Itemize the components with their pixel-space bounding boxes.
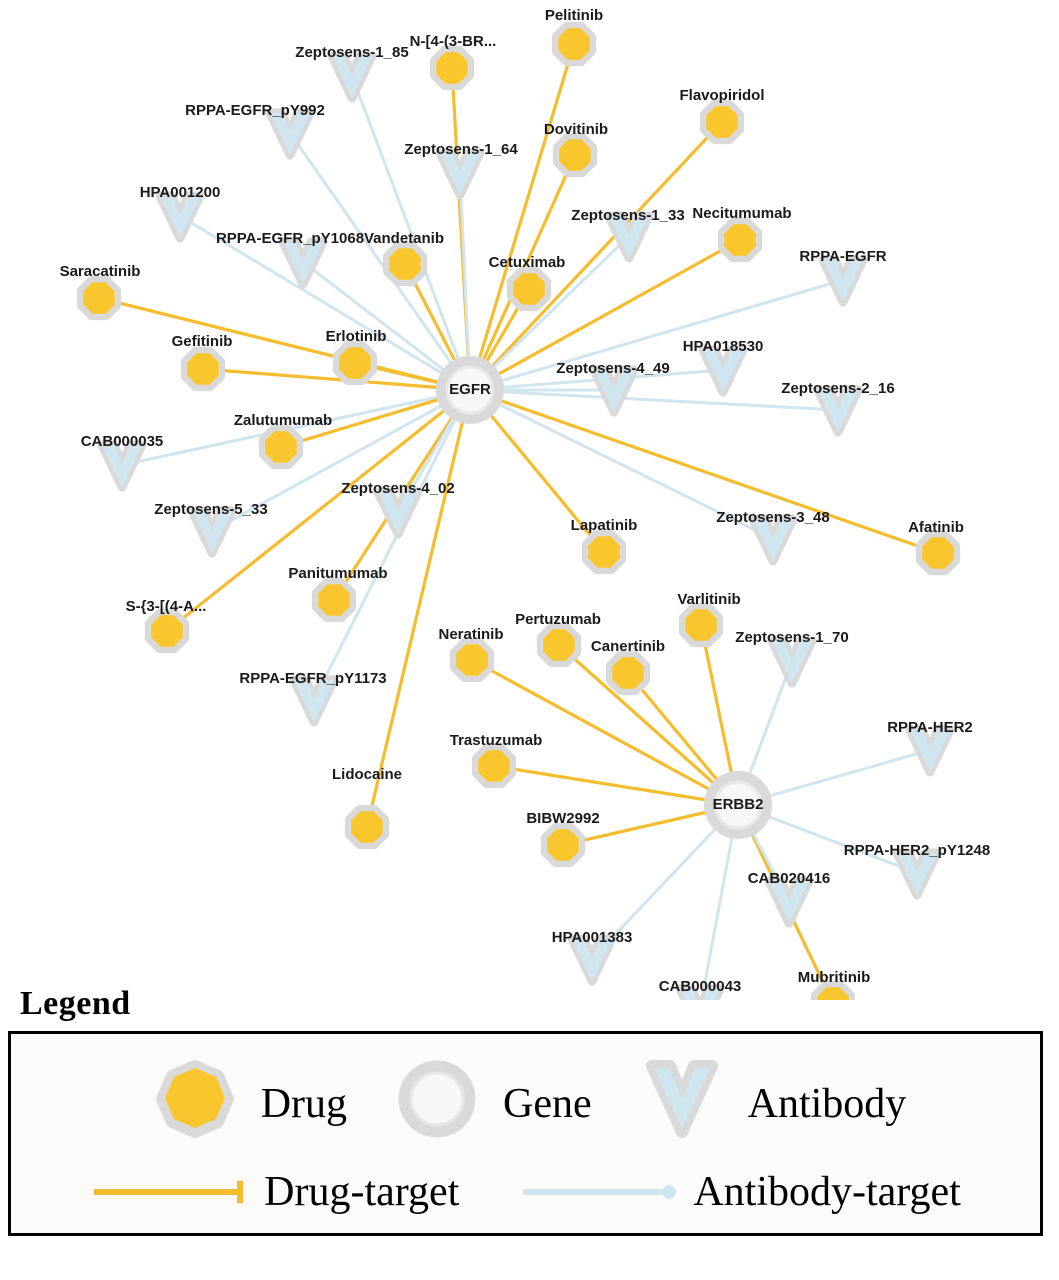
drug-node-label: Zalutumumab <box>233 411 333 429</box>
antibody-node-label: RPPA-EGFR_pY1173 <box>239 669 387 687</box>
drug-node-label: Trastuzumab <box>449 731 543 749</box>
drug-node[interactable] <box>456 644 487 675</box>
drug-node[interactable] <box>543 629 574 660</box>
antibody-node-label: Zeptosens-1_85 <box>295 43 409 61</box>
drug-node[interactable] <box>513 273 544 304</box>
drug-node-label: Pertuzumab <box>515 610 601 628</box>
antibody-icon <box>632 1058 732 1150</box>
drug-node-label: Mubritinib <box>797 968 871 986</box>
antibody-node-label: Zeptosens-5_33 <box>154 500 268 518</box>
drug-node[interactable] <box>151 615 182 646</box>
legend-item-drug-target <box>90 1168 459 1216</box>
antibody-node-label: RPPA-HER2_pY1248 <box>843 841 991 859</box>
antibody-node-label: RPPA-EGFR_pY992 <box>185 101 325 119</box>
gene-node-label: ERBB2 <box>712 795 764 813</box>
legend-item-antibody <box>632 1058 907 1150</box>
drug-node[interactable] <box>685 609 716 640</box>
legend-label-antibody: Antibody <box>747 1080 907 1127</box>
drug-node-label: Pelitinib <box>544 6 604 24</box>
antibody-node-label: Zeptosens-1_64 <box>404 140 518 158</box>
edge-drug-target <box>498 400 938 553</box>
drug-node[interactable] <box>558 28 589 59</box>
drug-icon <box>145 1058 245 1150</box>
drug-node[interactable] <box>612 657 643 688</box>
drug-node[interactable] <box>265 431 296 462</box>
antibody-node-label: HPA001383 <box>551 928 633 946</box>
legend-item-drug <box>145 1058 347 1150</box>
legend-edge-row <box>11 1162 1040 1222</box>
legend-label-antibody-target: Antibody-target <box>693 1169 961 1215</box>
antibody-node-label: HPA018530 <box>682 337 764 355</box>
drug-node[interactable] <box>187 353 218 384</box>
edge-drug-target <box>488 122 722 368</box>
drug-node[interactable] <box>724 224 755 255</box>
drug-node-label: Vandetanib <box>363 229 445 247</box>
edge-antibody-target <box>460 173 469 360</box>
antibody-node-label: CAB000043 <box>658 977 742 995</box>
edge-drug-target <box>701 625 732 776</box>
antibody-target-edge-icon <box>519 1177 679 1207</box>
drug-node-label: N-[4-(3-BR... <box>409 32 497 50</box>
drug-node[interactable] <box>351 811 382 842</box>
antibody-node-label: RPPA-EGFR <box>799 247 887 265</box>
drug-node[interactable] <box>339 347 370 378</box>
antibody-node-label: Zeptosens-4_02 <box>341 479 455 497</box>
drug-node[interactable] <box>389 248 420 279</box>
drug-node[interactable] <box>706 106 737 137</box>
legend-item-antibody-target <box>519 1168 961 1216</box>
drug-node-label: Saracatinib <box>59 262 141 280</box>
drug-node[interactable] <box>318 584 349 615</box>
drug-node-label: Lidocaine <box>331 765 403 783</box>
drug-node-label: Dovitinib <box>543 120 609 138</box>
drug-node[interactable] <box>922 537 953 568</box>
antibody-node-label: Zeptosens-2_16 <box>781 379 895 397</box>
legend-title: Legend <box>20 985 131 1022</box>
drug-node-label: Lapatinib <box>570 516 638 534</box>
legend <box>8 985 1051 1236</box>
drug-node-label: Panitumumab <box>288 564 388 582</box>
legend-item-gene <box>387 1058 592 1150</box>
edge-drug-target <box>203 369 440 388</box>
drug-node-label: Afatinib <box>908 518 964 536</box>
legend-label-drug-target: Drug-target <box>264 1169 460 1215</box>
antibody-node-label: HPA001200 <box>139 183 221 201</box>
drug-node-label: Erlotinib <box>325 327 387 345</box>
antibody-node-label: Zeptosens-1_33 <box>571 206 685 224</box>
gene-node-label: EGFR <box>449 380 491 398</box>
label-layer <box>60 7 991 995</box>
drug-node-label: BIBW2992 <box>526 809 600 827</box>
drug-target-edge-icon <box>90 1177 250 1207</box>
legend-box <box>8 1031 1043 1236</box>
gene-icon <box>387 1058 487 1150</box>
edge-antibody-target <box>352 76 459 362</box>
antibody-node-label: Zeptosens-3_48 <box>716 508 830 526</box>
legend-node-row <box>11 1056 1040 1151</box>
legend-label-gene: Gene <box>503 1080 592 1127</box>
edge-drug-target <box>479 44 574 361</box>
drug-node[interactable] <box>436 52 467 83</box>
drug-node-label: Gefitinib <box>171 332 233 350</box>
drug-node[interactable] <box>559 139 590 170</box>
drug-node-label: Necitumumab <box>692 204 792 222</box>
drug-node-label: Neratinib <box>438 625 504 643</box>
edge-antibody-target <box>700 834 733 1000</box>
antibody-node-label: RPPA-HER2 <box>887 718 973 736</box>
drug-node-label: Varlitinib <box>677 590 741 608</box>
drug-node-label: S-{3-[(4-A... <box>125 597 207 615</box>
edge-antibody-target <box>767 750 930 797</box>
antibody-node-label: RPPA-EGFR_pY1068 <box>215 229 365 247</box>
drug-node[interactable] <box>547 829 578 860</box>
antibody-node-label: CAB020416 <box>747 869 831 887</box>
legend-label-drug: Drug <box>260 1080 348 1127</box>
drug-node[interactable] <box>588 536 619 567</box>
drug-node[interactable] <box>478 750 509 781</box>
drug-node-label: Cetuximab <box>488 253 566 271</box>
antibody-node-label: CAB000035 <box>80 432 164 450</box>
antibody-node-label: Zeptosens-4_49 <box>556 359 670 377</box>
drug-node[interactable] <box>83 282 114 313</box>
drug-node-label: Flavopiridol <box>679 86 765 104</box>
drug-node-label: Canertinib <box>590 637 666 655</box>
antibody-node-label: Zeptosens-1_70 <box>735 628 849 646</box>
